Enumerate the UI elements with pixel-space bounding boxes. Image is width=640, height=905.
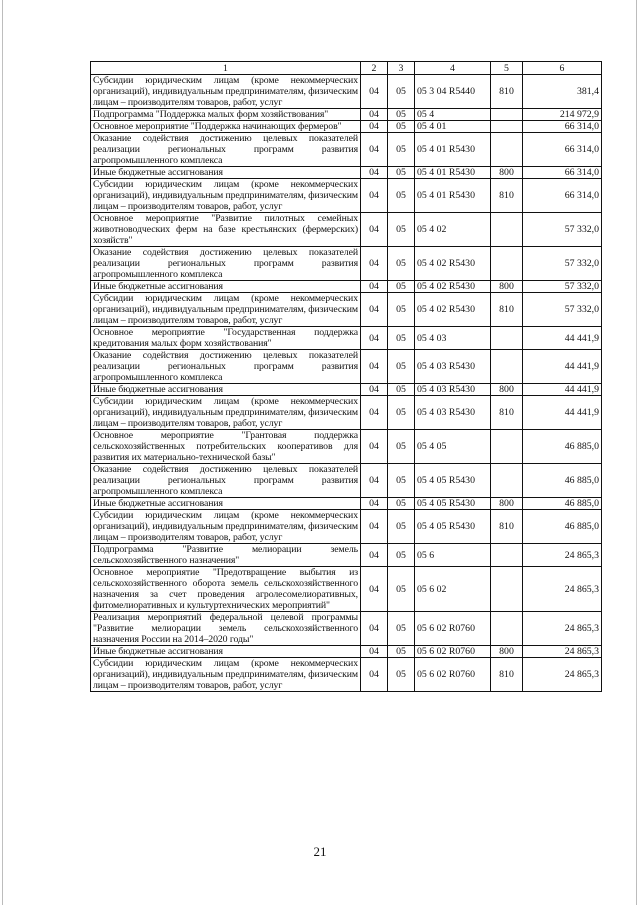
row-expense-type xyxy=(491,109,523,121)
table-row xyxy=(91,75,602,109)
row-amount: 46 885,0 xyxy=(523,498,602,510)
row-target-code: 05 4 02 xyxy=(415,213,491,247)
row-target-code: 05 4 03 R5430 xyxy=(415,350,491,384)
table-row xyxy=(91,121,602,133)
table-row xyxy=(91,133,602,167)
header-col-5: 5 xyxy=(491,62,523,75)
row-name: Основное мероприятие "Поддержка начинающих фермеров" xyxy=(91,121,361,133)
row-target-code: 05 4 05 R5430 xyxy=(415,498,491,510)
row-target-code: 05 4 01 R5430 xyxy=(415,167,491,179)
row-amount: 214 972,9 xyxy=(523,109,602,121)
row-section: 04 xyxy=(361,121,388,133)
header-col-3: 3 xyxy=(388,62,415,75)
row-name: Оказание содействия достижению целевых показателей реализации региональных программ развития агропромышленного комплекса xyxy=(91,247,361,281)
table-row xyxy=(91,612,602,646)
row-name: Субсидии юридическим лицам (кроме некоммерческих организаций), индивидуальным предпринимателям, физическим лицам – производителям товаров, работ, услуг xyxy=(91,510,361,544)
row-target-code: 05 4 03 R5430 xyxy=(415,384,491,396)
row-section: 04 xyxy=(361,327,388,350)
row-expense-type: 800 xyxy=(491,384,523,396)
table-row xyxy=(91,646,602,658)
row-name: Субсидии юридическим лицам (кроме некоммерческих организаций), индивидуальным предпринимателям, физическим лицам – производителям товаров, работ, услуг xyxy=(91,293,361,327)
table-row xyxy=(91,281,602,293)
row-subsection: 05 xyxy=(388,75,415,109)
row-expense-type: 800 xyxy=(491,646,523,658)
row-name: Оказание содействия достижению целевых показателей реализации региональных программ развития агропромышленного комплекса xyxy=(91,133,361,167)
row-amount: 44 441,9 xyxy=(523,327,602,350)
row-expense-type xyxy=(491,133,523,167)
row-expense-type: 810 xyxy=(491,658,523,692)
row-target-code: 05 4 03 R5430 xyxy=(415,396,491,430)
row-target-code: 05 6 xyxy=(415,544,491,567)
row-amount: 66 314,0 xyxy=(523,167,602,179)
table-row xyxy=(91,464,602,498)
row-expense-type xyxy=(491,327,523,350)
row-expense-type xyxy=(491,247,523,281)
row-target-code: 05 4 01 R5430 xyxy=(415,133,491,167)
row-amount: 46 885,0 xyxy=(523,510,602,544)
row-name: Иные бюджетные ассигнования xyxy=(91,167,361,179)
row-subsection: 05 xyxy=(388,247,415,281)
row-subsection: 05 xyxy=(388,384,415,396)
row-subsection: 05 xyxy=(388,109,415,121)
row-expense-type: 800 xyxy=(491,281,523,293)
row-name: Подпрограмма "Развитие мелиорации земель сельскохозяйственного назначения" xyxy=(91,544,361,567)
row-name: Основное мероприятие "Предотвращение выбытия из сельскохозяйственного оборота земель сельскохозяйственного назначения за счет проведения агролесомелиоративных, фитомелиоративных и культуртехнических мероприятий" xyxy=(91,567,361,612)
row-amount: 57 332,0 xyxy=(523,213,602,247)
row-name: Иные бюджетные ассигнования xyxy=(91,646,361,658)
row-target-code: 05 4 01 R5430 xyxy=(415,179,491,213)
row-amount: 44 441,9 xyxy=(523,384,602,396)
row-subsection: 05 xyxy=(388,464,415,498)
budget-table xyxy=(90,61,602,692)
row-amount: 24 865,3 xyxy=(523,544,602,567)
row-name: Субсидии юридическим лицам (кроме некоммерческих организаций), индивидуальным предпринимателям, физическим лицам – производителям товаров, работ, услуг xyxy=(91,75,361,109)
row-name: Субсидии юридическим лицам (кроме некоммерческих организаций), индивидуальным предпринимателям, физическим лицам – производителям товаров, работ, услуг xyxy=(91,396,361,430)
row-amount: 46 885,0 xyxy=(523,430,602,464)
row-name: Иные бюджетные ассигнования xyxy=(91,498,361,510)
scan-edge-left xyxy=(2,0,3,905)
header-row xyxy=(91,62,602,75)
table-row xyxy=(91,430,602,464)
row-target-code: 05 6 02 R0760 xyxy=(415,612,491,646)
row-expense-type xyxy=(491,213,523,247)
row-amount: 24 865,3 xyxy=(523,646,602,658)
row-target-code: 05 6 02 xyxy=(415,567,491,612)
row-name: Основное мероприятие "Государственная поддержка кредитования малых форм хозяйствования" xyxy=(91,327,361,350)
row-subsection: 05 xyxy=(388,567,415,612)
row-section: 04 xyxy=(361,213,388,247)
row-target-code: 05 3 04 R5440 xyxy=(415,75,491,109)
table-row xyxy=(91,327,602,350)
row-expense-type: 800 xyxy=(491,167,523,179)
table-body xyxy=(91,75,602,692)
row-amount: 66 314,0 xyxy=(523,133,602,167)
row-amount: 57 332,0 xyxy=(523,281,602,293)
row-name: Иные бюджетные ассигнования xyxy=(91,281,361,293)
table-row xyxy=(91,167,602,179)
row-section: 04 xyxy=(361,464,388,498)
table-row xyxy=(91,213,602,247)
row-target-code: 05 4 05 R5430 xyxy=(415,464,491,498)
table-row xyxy=(91,396,602,430)
row-subsection: 05 xyxy=(388,544,415,567)
row-name: Иные бюджетные ассигнования xyxy=(91,384,361,396)
row-section: 04 xyxy=(361,567,388,612)
row-amount: 44 441,9 xyxy=(523,396,602,430)
row-expense-type xyxy=(491,350,523,384)
row-target-code: 05 4 01 xyxy=(415,121,491,133)
table-row xyxy=(91,384,602,396)
row-expense-type: 800 xyxy=(491,498,523,510)
table-row xyxy=(91,544,602,567)
header-col-2: 2 xyxy=(361,62,388,75)
table-row xyxy=(91,498,602,510)
row-target-code: 05 4 05 R5430 xyxy=(415,510,491,544)
header-col-4: 4 xyxy=(415,62,491,75)
row-name: Основное мероприятие "Развитие пилотных семейных животноводческих ферм на базе крестьянских (фермерских) хозяйств" xyxy=(91,213,361,247)
row-name: Оказание содействия достижению целевых показателей реализации региональных программ развития агропромышленного комплекса xyxy=(91,464,361,498)
row-target-code: 05 4 02 R5430 xyxy=(415,247,491,281)
row-expense-type: 810 xyxy=(491,293,523,327)
row-amount: 44 441,9 xyxy=(523,350,602,384)
row-target-code: 05 4 02 R5430 xyxy=(415,293,491,327)
row-section: 04 xyxy=(361,658,388,692)
table-row xyxy=(91,658,602,692)
row-section: 04 xyxy=(361,75,388,109)
row-name: Субсидии юридическим лицам (кроме некоммерческих организаций), индивидуальным предпринимателям, физическим лицам – производителям товаров, работ, услуг xyxy=(91,179,361,213)
row-expense-type: 810 xyxy=(491,179,523,213)
row-expense-type xyxy=(491,544,523,567)
row-section: 04 xyxy=(361,544,388,567)
row-subsection: 05 xyxy=(388,658,415,692)
row-section: 04 xyxy=(361,293,388,327)
row-section: 04 xyxy=(361,350,388,384)
row-section: 04 xyxy=(361,167,388,179)
table-row xyxy=(91,567,602,612)
row-amount: 57 332,0 xyxy=(523,247,602,281)
row-section: 04 xyxy=(361,109,388,121)
row-amount: 24 865,3 xyxy=(523,658,602,692)
row-section: 04 xyxy=(361,179,388,213)
row-section: 04 xyxy=(361,396,388,430)
row-section: 04 xyxy=(361,133,388,167)
row-name: Субсидии юридическим лицам (кроме некоммерческих организаций), индивидуальным предпринимателям, физическим лицам – производителям товаров, работ, услуг xyxy=(91,658,361,692)
row-expense-type: 810 xyxy=(491,510,523,544)
row-amount: 66 314,0 xyxy=(523,179,602,213)
row-section: 04 xyxy=(361,498,388,510)
row-name: Подпрограмма "Поддержка малых форм хозяйствования" xyxy=(91,109,361,121)
row-expense-type xyxy=(491,612,523,646)
table-row xyxy=(91,179,602,213)
row-target-code: 05 6 02 R0760 xyxy=(415,658,491,692)
table-row xyxy=(91,350,602,384)
row-expense-type: 810 xyxy=(491,75,523,109)
row-subsection: 05 xyxy=(388,612,415,646)
row-amount: 46 885,0 xyxy=(523,464,602,498)
row-section: 04 xyxy=(361,281,388,293)
row-subsection: 05 xyxy=(388,327,415,350)
row-amount: 381,4 xyxy=(523,75,602,109)
row-name: Основное мероприятие "Грантовая поддержка сельскохозяйственных потребительских кооперативов для развития их материально-технической базы" xyxy=(91,430,361,464)
row-target-code: 05 4 03 xyxy=(415,327,491,350)
table-row xyxy=(91,293,602,327)
row-name: Оказание содействия достижению целевых показателей реализации региональных программ развития агропромышленного комплекса xyxy=(91,350,361,384)
row-amount: 24 865,3 xyxy=(523,612,602,646)
row-section: 04 xyxy=(361,612,388,646)
row-target-code: 05 4 05 xyxy=(415,430,491,464)
row-subsection: 05 xyxy=(388,213,415,247)
row-subsection: 05 xyxy=(388,430,415,464)
row-subsection: 05 xyxy=(388,498,415,510)
row-amount: 57 332,0 xyxy=(523,293,602,327)
row-subsection: 05 xyxy=(388,167,415,179)
row-target-code: 05 4 02 R5430 xyxy=(415,281,491,293)
page-number: 21 xyxy=(313,844,327,859)
header-col-1: 1 xyxy=(91,62,361,75)
row-subsection: 05 xyxy=(388,281,415,293)
row-expense-type: 810 xyxy=(491,396,523,430)
row-subsection: 05 xyxy=(388,121,415,133)
row-amount: 66 314,0 xyxy=(523,121,602,133)
row-expense-type xyxy=(491,430,523,464)
row-section: 04 xyxy=(361,510,388,544)
row-target-code: 05 4 xyxy=(415,109,491,121)
row-section: 04 xyxy=(361,247,388,281)
scan-edge-right xyxy=(636,0,637,905)
header-col-6: 6 xyxy=(523,62,602,75)
row-subsection: 05 xyxy=(388,350,415,384)
row-section: 04 xyxy=(361,384,388,396)
table-row xyxy=(91,510,602,544)
row-section: 04 xyxy=(361,646,388,658)
row-expense-type xyxy=(491,567,523,612)
row-subsection: 05 xyxy=(388,133,415,167)
row-section: 04 xyxy=(361,430,388,464)
row-subsection: 05 xyxy=(388,646,415,658)
row-expense-type xyxy=(491,121,523,133)
row-expense-type xyxy=(491,464,523,498)
table-header xyxy=(91,62,602,75)
row-name: Реализация мероприятий федеральной целевой программы "Развитие мелиорации земель сельскохозяйственного назначения России на 2014–2020 годы" xyxy=(91,612,361,646)
row-subsection: 05 xyxy=(388,293,415,327)
row-subsection: 05 xyxy=(388,510,415,544)
row-amount: 24 865,3 xyxy=(523,567,602,612)
row-subsection: 05 xyxy=(388,179,415,213)
table-row xyxy=(91,247,602,281)
row-subsection: 05 xyxy=(388,396,415,430)
row-target-code: 05 6 02 R0760 xyxy=(415,646,491,658)
table-row xyxy=(91,109,602,121)
